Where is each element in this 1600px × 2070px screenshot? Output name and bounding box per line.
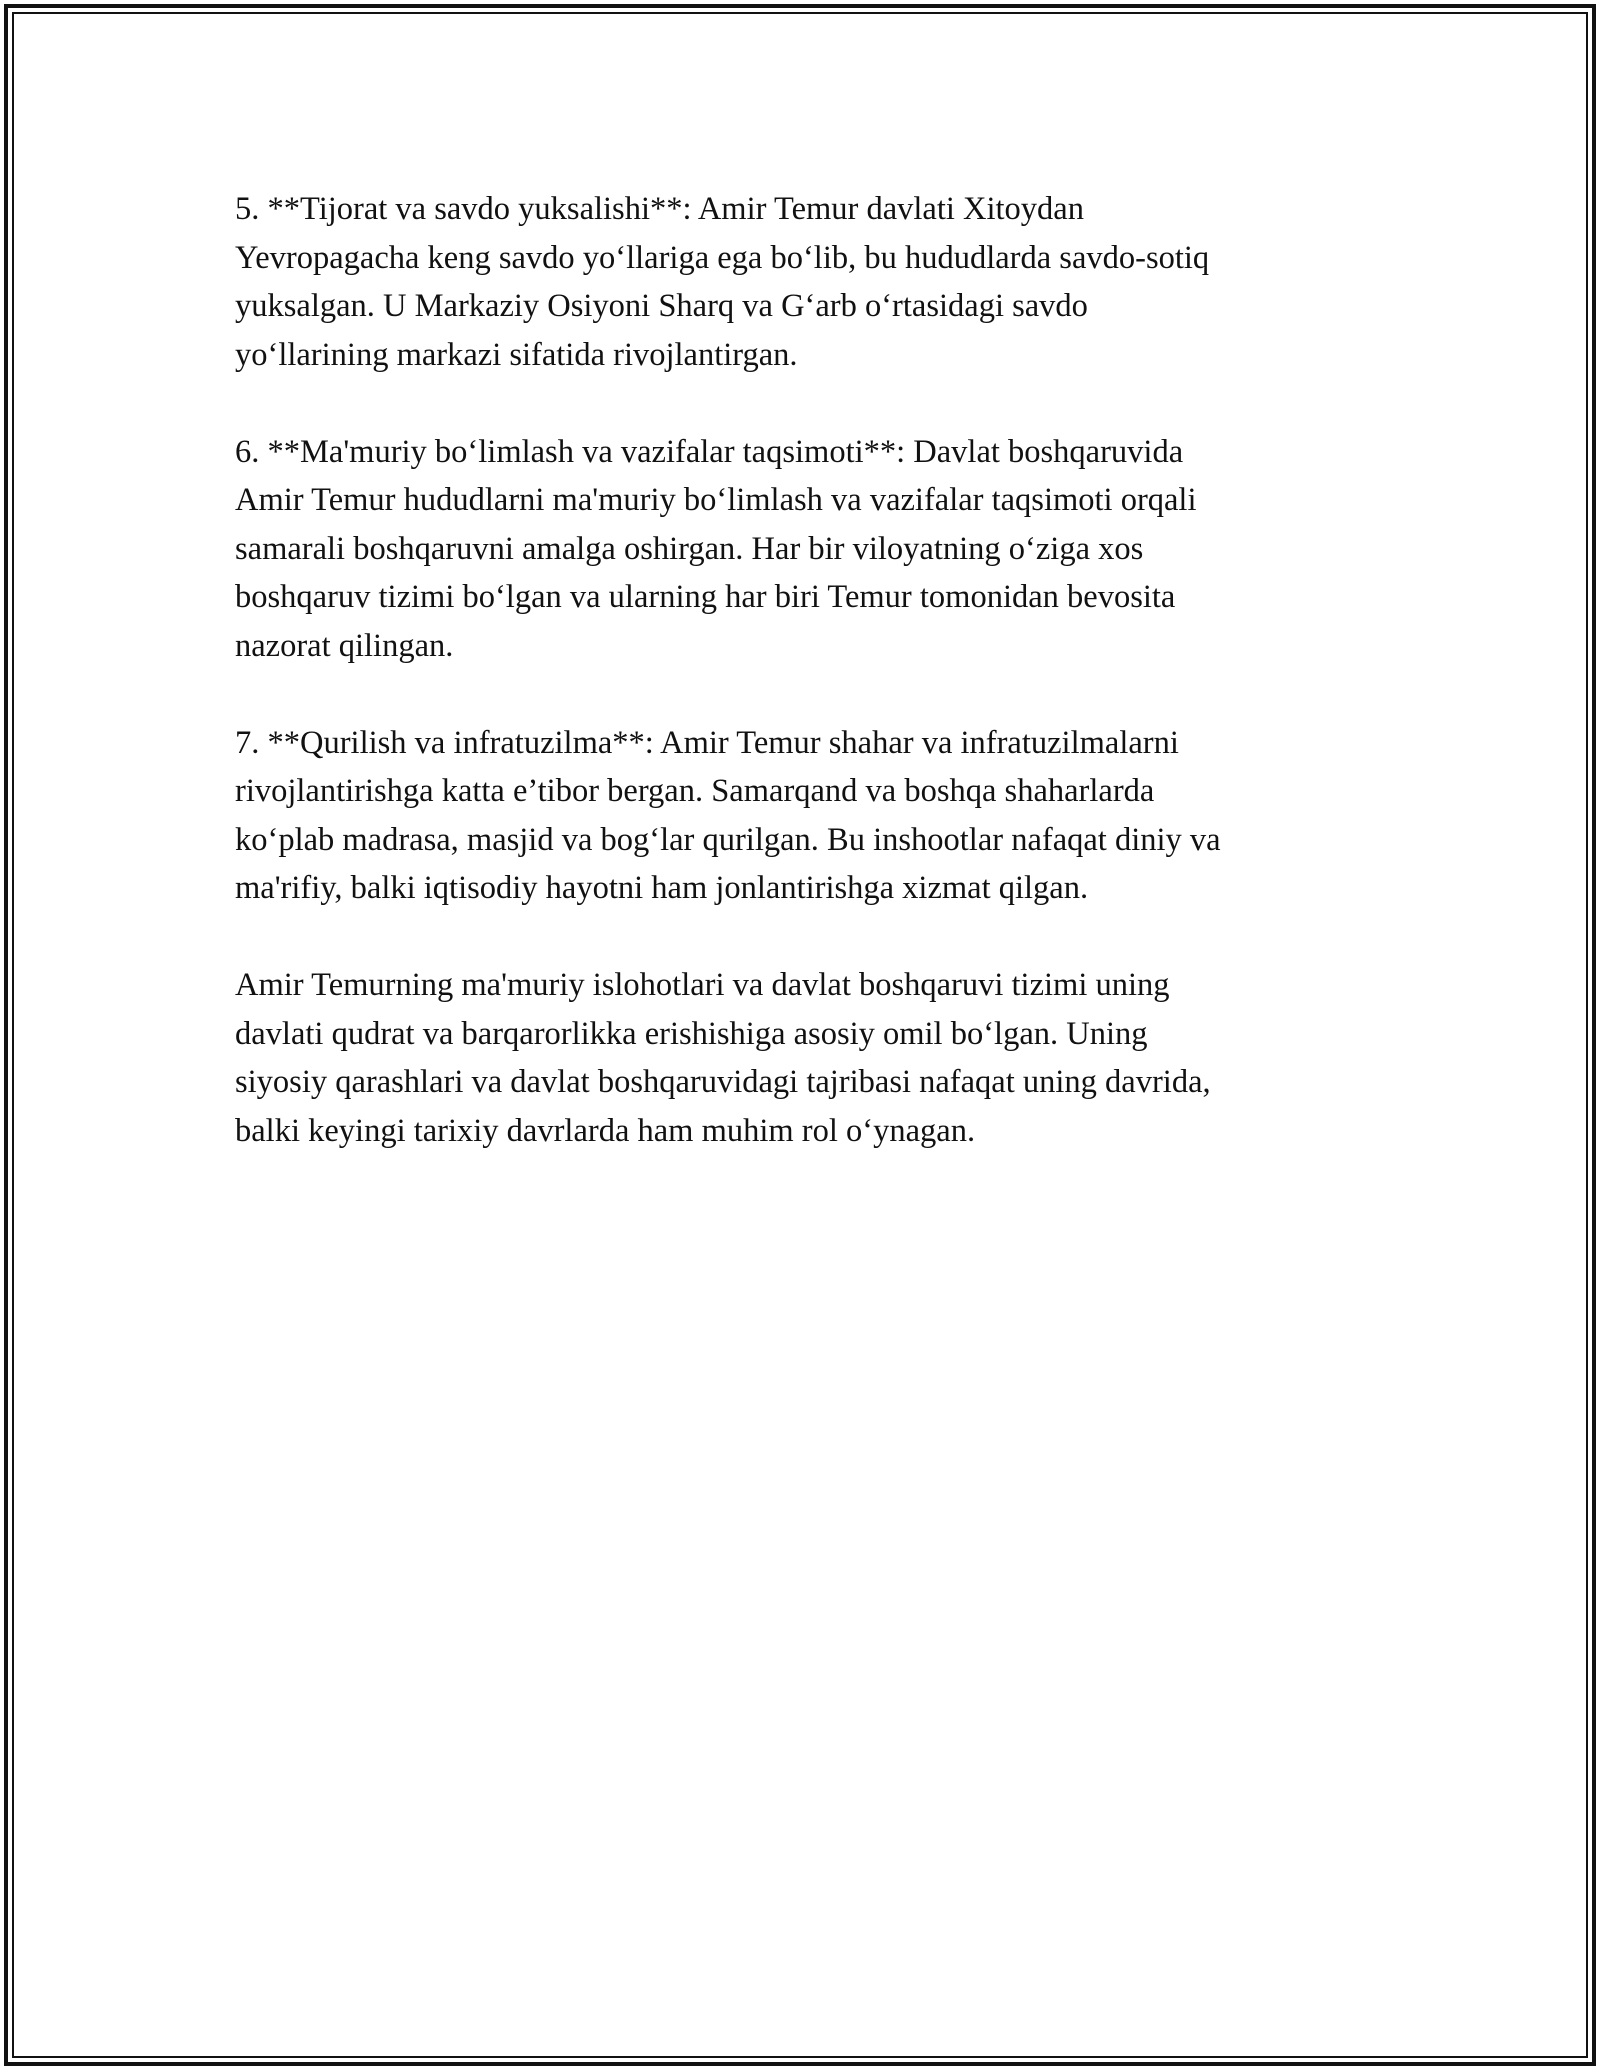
document-body [235, 185, 1365, 1204]
paragraph-trade: 5. **Tijorat va savdo yuksalishi**: Amir Temur davlati Xitoydan Yevropagacha keng savdo yo‘llariga ega bo‘lib, bu hududlarda savdo-sotiq yuksalgan. U Markaziy Osiyoni Sharq va G‘arb o‘rtasidagi savdo yo‘llarining markazi sifatida rivojlantirgan. [235, 191, 1210, 373]
paragraph-administration: 6. **Ma'muriy bo‘limlash va vazifalar taqsimoti**: Davlat boshqaruvida Amir Temur hududlarni ma'muriy bo‘limlash va vazifalar taqsimoti orqali samarali boshqaruvni amalga oshirgan. Har bir viloyatning o‘ziga xos boshqaruv tizimi bo‘lgan va ularning har biri Temur tomonidan bevosita nazorat qilingan. [235, 433, 1197, 664]
paragraph-conclusion: Amir Temurning ma'muriy islohotlari va davlat boshqaruvi tizimi uning davlati qudrat va barqarorlikka erishishiga asosiy omil bo‘lgan. Uning siyosiy qarashlari va davlat boshqaruvidagi tajribasi nafaqat uning davrida, balki keyingi tarixiy davrlarda ham muhim rol o‘ynagan. [235, 967, 1211, 1149]
paragraph-construction: 7. **Qurilish va infratuzilma**: Amir Temur shahar va infratuzilmalarni rivojlantirishga katta e’tibor bergan. Samarqand va boshqa shaharlarda ko‘plab madrasa, masjid va bog‘lar qurilgan. Bu inshootlar nafaqat diniy va ma'rifiy, balki iqtisodiy hayotni ham jonlantirishga xizmat qilgan. [235, 724, 1221, 906]
